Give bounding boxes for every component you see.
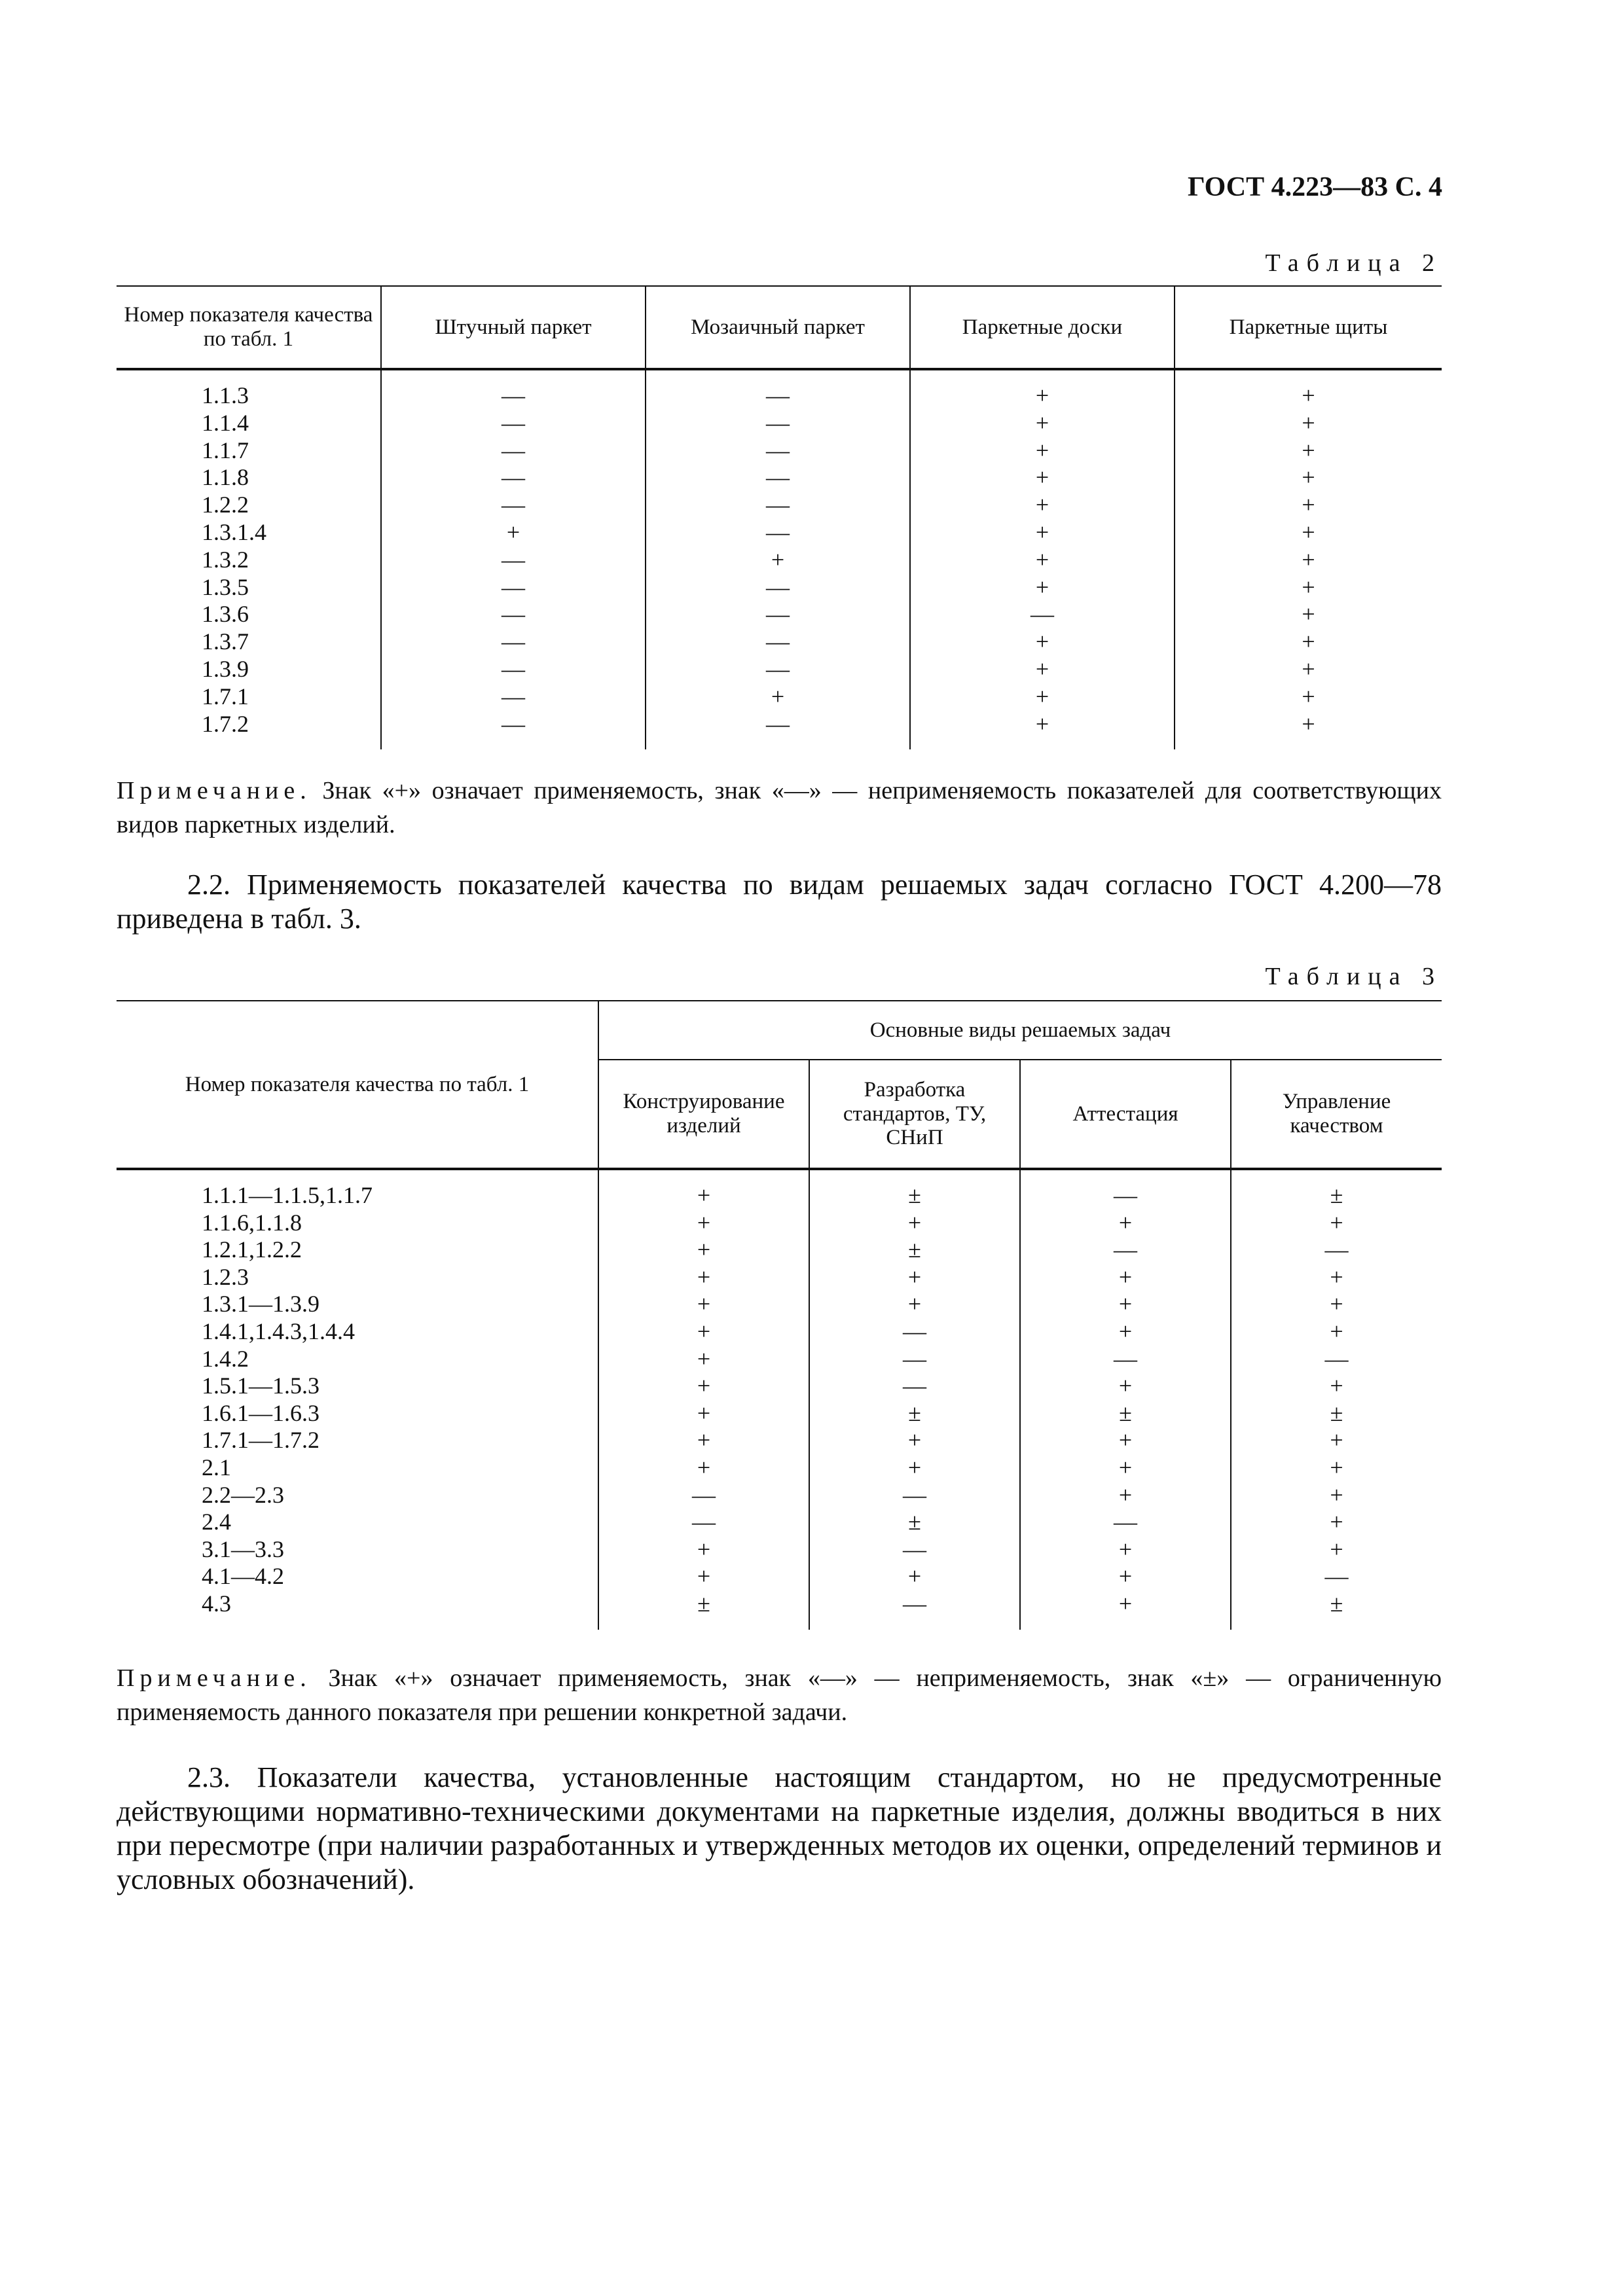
row-indicator-cell: 1.1.7 — [202, 437, 249, 463]
applicability-cell: + — [910, 492, 1175, 519]
table-row — [117, 656, 1442, 683]
applicability-cell: + — [646, 683, 910, 711]
applicability-cell: + — [1175, 410, 1442, 437]
row-indicator-cell: 3.1—3.3 — [202, 1535, 284, 1562]
table-row — [117, 547, 1442, 574]
applicability-cell: + — [598, 1400, 809, 1427]
table-row — [117, 1169, 1442, 1210]
applicability-cell: — — [381, 574, 646, 601]
row-indicator-cell: 1.1.6,1.1.8 — [202, 1209, 302, 1236]
applicability-cell: — — [646, 656, 910, 683]
applicability-cell: + — [1175, 711, 1442, 750]
applicability-cell: + — [1231, 1372, 1442, 1400]
row-indicator-cell: 1.3.9 — [202, 655, 249, 682]
row-indicator-cell: 2.2—2.3 — [202, 1481, 284, 1508]
applicability-cell: + — [809, 1210, 1020, 1237]
applicability-cell: + — [1231, 1264, 1442, 1291]
table-3-header-certification: Аттестация — [1020, 1060, 1231, 1169]
table-row — [117, 1482, 1442, 1509]
applicability-cell: — — [381, 628, 646, 656]
applicability-cell: — — [1231, 1346, 1442, 1373]
table-row — [117, 1236, 1442, 1264]
applicability-cell: + — [1020, 1264, 1231, 1291]
applicability-cell: + — [598, 1536, 809, 1564]
table-row — [117, 1509, 1442, 1536]
table-row — [117, 1400, 1442, 1427]
row-indicator-cell: 1.4.2 — [202, 1345, 249, 1372]
row-indicator-cell: 1.2.3 — [202, 1263, 249, 1290]
applicability-cell: + — [910, 369, 1175, 410]
applicability-cell: — — [809, 1536, 1020, 1564]
row-indicator-cell: 1.1.8 — [202, 464, 249, 491]
applicability-cell: — — [1020, 1346, 1231, 1373]
applicability-cell: + — [1231, 1454, 1442, 1482]
row-indicator-cell: 4.3 — [202, 1590, 231, 1617]
table-3-header-indicator: Номер показателя качества по табл. 1 — [117, 1001, 598, 1169]
table-row — [117, 711, 1442, 750]
applicability-cell: + — [1231, 1210, 1442, 1237]
applicability-cell: + — [598, 1291, 809, 1318]
applicability-cell: + — [1175, 492, 1442, 519]
table-row — [117, 410, 1442, 437]
applicability-cell: — — [598, 1509, 809, 1536]
applicability-cell: + — [598, 1169, 809, 1210]
table-row — [117, 1264, 1442, 1291]
row-indicator-cell: 1.3.1.4 — [202, 518, 266, 545]
table-3-caption: Таблица 3 — [1265, 963, 1442, 990]
applicability-cell: — — [1231, 1236, 1442, 1264]
table-row — [117, 1210, 1442, 1237]
row-indicator-cell: 1.3.5 — [202, 573, 249, 600]
row-indicator-cell: 1.1.1—1.1.5,1.1.7 — [202, 1182, 373, 1208]
applicability-cell: ± — [1231, 1169, 1442, 1210]
table-3-header-task-group: Основные виды решаемых задач — [598, 1001, 1442, 1060]
applicability-cell: — — [598, 1482, 809, 1509]
table-row — [117, 1346, 1442, 1373]
applicability-cell: — — [381, 683, 646, 711]
table-row — [117, 464, 1442, 492]
table-2-caption: Таблица 2 — [1265, 249, 1442, 277]
applicability-cell: — — [809, 1346, 1020, 1373]
applicability-cell: + — [1020, 1482, 1231, 1509]
applicability-cell: ± — [1020, 1400, 1231, 1427]
table-2-header-indicator: Номер показателя качества по табл. 1 — [117, 286, 381, 369]
applicability-cell: + — [1020, 1291, 1231, 1318]
applicability-cell: — — [1020, 1509, 1231, 1536]
table-2-note — [117, 774, 1442, 842]
table-row — [117, 519, 1442, 547]
applicability-cell: — — [646, 369, 910, 410]
applicability-cell: — — [1020, 1236, 1231, 1264]
table-row — [117, 1590, 1442, 1630]
applicability-cell: — — [646, 464, 910, 492]
applicability-cell: + — [598, 1346, 809, 1373]
applicability-cell: — — [646, 574, 910, 601]
applicability-cell: + — [1020, 1372, 1231, 1400]
row-indicator-cell: 1.6.1—1.6.3 — [202, 1399, 319, 1426]
applicability-cell: — — [646, 628, 910, 656]
applicability-cell: + — [646, 547, 910, 574]
row-indicator-cell: 2.1 — [202, 1454, 231, 1480]
applicability-cell: + — [598, 1427, 809, 1454]
applicability-cell: + — [910, 464, 1175, 492]
applicability-cell: + — [1231, 1427, 1442, 1454]
applicability-cell: + — [1231, 1536, 1442, 1564]
applicability-cell: + — [1020, 1563, 1231, 1590]
applicability-cell: + — [809, 1563, 1020, 1590]
applicability-cell: — — [809, 1590, 1020, 1630]
row-indicator-cell: 1.7.1—1.7.2 — [202, 1427, 319, 1454]
applicability-cell: + — [1020, 1318, 1231, 1346]
table-2-body — [117, 369, 1442, 749]
table-3-header-standards: Разработка стандартов, ТУ, СНиП — [809, 1060, 1020, 1169]
table-row — [117, 601, 1442, 628]
applicability-cell: + — [809, 1291, 1020, 1318]
applicability-cell: — — [646, 601, 910, 628]
applicability-cell: — — [646, 437, 910, 465]
table-row — [117, 1372, 1442, 1400]
applicability-cell: — — [1231, 1563, 1442, 1590]
table-2-header-mosaic-parquet: Мозаичный паркет — [646, 286, 910, 369]
applicability-cell: + — [1175, 628, 1442, 656]
applicability-cell: + — [910, 519, 1175, 547]
applicability-cell: + — [1231, 1509, 1442, 1536]
table-3-note-text: Знак «+» означает применяемость, знак «—» — неприменяемость, знак «±» — ограниченную применяемость данного показателя при решении конкретной задачи. — [117, 1664, 1442, 1726]
table-row — [117, 683, 1442, 711]
applicability-cell: + — [1020, 1427, 1231, 1454]
applicability-cell: ± — [809, 1236, 1020, 1264]
table-3-note — [117, 1661, 1442, 1729]
applicability-cell: + — [1175, 683, 1442, 711]
applicability-cell: — — [809, 1318, 1020, 1346]
applicability-cell: + — [598, 1264, 809, 1291]
row-indicator-cell: 1.3.7 — [202, 628, 249, 655]
applicability-cell: + — [910, 656, 1175, 683]
table-row — [117, 1536, 1442, 1564]
applicability-cell: + — [598, 1236, 809, 1264]
applicability-cell: + — [910, 437, 1175, 465]
applicability-cell: ± — [809, 1400, 1020, 1427]
table-3-note-lead: Примечание. — [117, 1664, 312, 1692]
table-row — [117, 628, 1442, 656]
applicability-cell: + — [910, 628, 1175, 656]
applicability-cell: — — [809, 1372, 1020, 1400]
table-2-note-lead: Примечание. — [117, 777, 312, 804]
applicability-cell: — — [646, 519, 910, 547]
table-row — [117, 492, 1442, 519]
applicability-cell: — — [381, 547, 646, 574]
applicability-cell: + — [1175, 369, 1442, 410]
table-row — [117, 1291, 1442, 1318]
applicability-cell: + — [1020, 1536, 1231, 1564]
table-2-header-piece-parquet: Штучный паркет — [381, 286, 646, 369]
applicability-cell: — — [381, 492, 646, 519]
applicability-cell: — — [646, 410, 910, 437]
row-indicator-cell: 1.7.2 — [202, 710, 249, 737]
applicability-cell: ± — [809, 1169, 1020, 1210]
row-indicator-cell: 4.1—4.2 — [202, 1563, 284, 1590]
row-indicator-cell: 1.1.3 — [202, 382, 249, 408]
table-3-header-quality-management: Управление качеством — [1231, 1060, 1442, 1169]
table-row — [117, 1318, 1442, 1346]
applicability-cell: + — [910, 683, 1175, 711]
row-indicator-cell: 1.2.2 — [202, 492, 249, 518]
table-2 — [117, 285, 1442, 749]
row-indicator-cell: 1.2.1,1.2.2 — [202, 1236, 302, 1263]
row-indicator-cell: 1.4.1,1.4.3,1.4.4 — [202, 1318, 355, 1344]
applicability-cell: — — [381, 369, 646, 410]
row-indicator-cell: 1.7.1 — [202, 683, 249, 709]
paragraph-2-3: 2.3. Показатели качества, установленные настоящим стандартом, но не предусмотренные действующими нормативно-техническими документами на паркетные изделия, должны вводиться в них при пересмотре (при наличии разработанных и утвержденных методов их оценки, определений терминов и условных обозначений). — [117, 1761, 1442, 1895]
table-row — [117, 1454, 1442, 1482]
applicability-cell: — — [910, 601, 1175, 628]
applicability-cell: + — [1175, 656, 1442, 683]
table-row — [117, 574, 1442, 601]
table-row — [117, 1563, 1442, 1590]
table-2-header-parquet-panels: Паркетные щиты — [1175, 286, 1442, 369]
row-indicator-cell: 1.3.6 — [202, 601, 249, 628]
table-2-header-parquet-boards: Паркетные доски — [910, 286, 1175, 369]
applicability-cell: + — [1231, 1482, 1442, 1509]
paragraph-2-2: 2.2. Применяемость показателей качества по видам решаемых задач согласно ГОСТ 4.200—78 приведена в табл. 3. — [117, 869, 1442, 935]
applicability-cell: + — [1175, 437, 1442, 465]
row-indicator-cell: 1.5.1—1.5.3 — [202, 1372, 319, 1399]
applicability-cell: + — [1175, 464, 1442, 492]
applicability-cell: + — [1175, 519, 1442, 547]
applicability-cell: — — [381, 601, 646, 628]
applicability-cell: + — [809, 1264, 1020, 1291]
applicability-cell: + — [910, 547, 1175, 574]
applicability-cell: — — [381, 711, 646, 750]
applicability-cell: + — [1231, 1318, 1442, 1346]
applicability-cell: ± — [1231, 1590, 1442, 1630]
applicability-cell: + — [910, 410, 1175, 437]
applicability-cell: — — [381, 410, 646, 437]
applicability-cell: + — [381, 519, 646, 547]
applicability-cell: + — [1231, 1291, 1442, 1318]
applicability-cell: — — [381, 464, 646, 492]
applicability-cell: + — [1175, 601, 1442, 628]
applicability-cell: + — [598, 1372, 809, 1400]
row-indicator-cell: 1.3.2 — [202, 546, 249, 573]
applicability-cell: — — [1020, 1169, 1231, 1210]
table-2-note-text: Знак «+» означает применяемость, знак «—» — неприменяемость показателей для соответствующих видов паркетных изделий. — [117, 777, 1442, 838]
applicability-cell: + — [809, 1427, 1020, 1454]
applicability-cell: + — [1175, 574, 1442, 601]
applicability-cell: — — [646, 492, 910, 519]
table-3 — [117, 1000, 1442, 1630]
table-row — [117, 437, 1442, 465]
applicability-cell: + — [1020, 1210, 1231, 1237]
row-indicator-cell: 1.1.4 — [202, 409, 249, 436]
applicability-cell: + — [809, 1454, 1020, 1482]
applicability-cell: + — [598, 1210, 809, 1237]
applicability-cell: + — [1020, 1590, 1231, 1630]
applicability-cell: + — [598, 1454, 809, 1482]
applicability-cell: + — [910, 574, 1175, 601]
applicability-cell: — — [809, 1482, 1020, 1509]
table-3-body — [117, 1169, 1442, 1630]
applicability-cell: — — [646, 711, 910, 750]
table-row — [117, 1427, 1442, 1454]
applicability-cell: + — [598, 1318, 809, 1346]
table-3-header-design: Конструирование изделий — [598, 1060, 809, 1169]
applicability-cell: + — [1175, 547, 1442, 574]
page-header: ГОСТ 4.223—83 С. 4 — [1187, 172, 1442, 202]
row-indicator-cell: 2.4 — [202, 1509, 231, 1535]
applicability-cell: ± — [598, 1590, 809, 1630]
table-row — [117, 369, 1442, 410]
applicability-cell: — — [381, 437, 646, 465]
applicability-cell: + — [1020, 1454, 1231, 1482]
row-indicator-cell: 1.3.1—1.3.9 — [202, 1291, 319, 1318]
applicability-cell: + — [910, 711, 1175, 750]
applicability-cell: + — [598, 1563, 809, 1590]
applicability-cell: ± — [1231, 1400, 1442, 1427]
applicability-cell: — — [381, 656, 646, 683]
applicability-cell: ± — [809, 1509, 1020, 1536]
